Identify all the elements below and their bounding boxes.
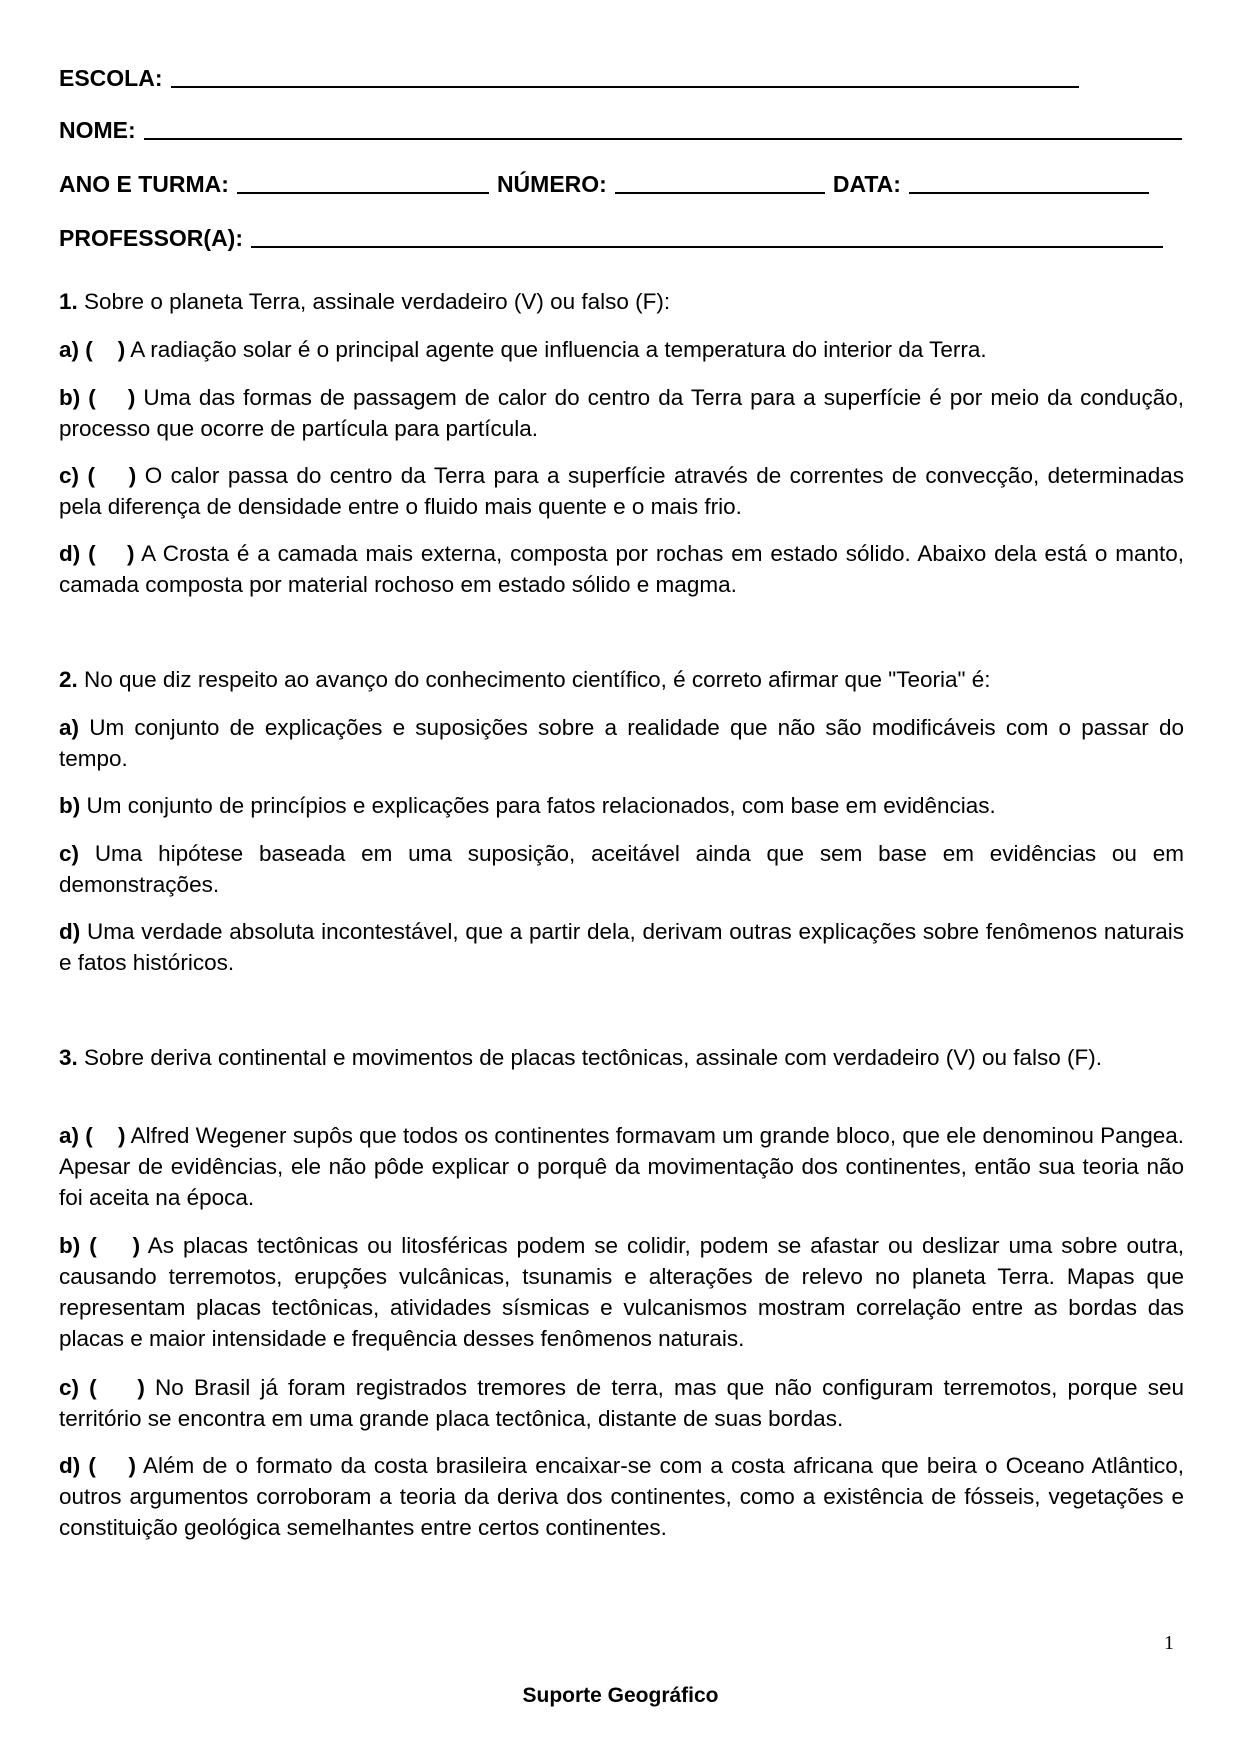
- answer-box-close: ): [117, 337, 126, 362]
- ano-turma-blank[interactable]: [237, 170, 489, 194]
- item-text: A Crosta é a camada mais externa, composta por rochas em estado sólido. Abaixo dela está o manto, camada composta por material rochoso em estado sólido e magma.: [59, 541, 1185, 597]
- question-3-item-d: [59, 1450, 1184, 1543]
- question-text: Sobre deriva continental e movimentos de placas tectônicas, assinale com verdadeiro (V) ou falso (F).: [84, 1045, 1103, 1070]
- item-text: O calor passa do centro da Terra para a superfície através de correntes de convecção, determinadas pela diferença de densidade entre o fluido mais quente e o mais frio.: [59, 463, 1184, 519]
- item-text: No Brasil já foram registrados tremores de terra, mas que não configuram terremotos, porque seu território se encontra em uma grande placa tectônica, distante de suas bordas.: [59, 1375, 1184, 1431]
- item-text: Uma das formas de passagem de calor do centro da Terra para a superfície é por meio da condução, processo que ocorre de partícula para partícula.: [59, 385, 1184, 441]
- answer-box-close: ): [127, 541, 135, 566]
- option-text: Um conjunto de explicações e suposições sobre a realidade que não são modificáveis com o passar do tempo.: [59, 715, 1184, 771]
- professor-blank[interactable]: [251, 224, 1163, 248]
- question-2-prompt: [59, 664, 1184, 695]
- option-letter: a): [59, 715, 80, 740]
- answer-box-open[interactable]: a) (: [59, 1123, 93, 1148]
- option-letter: d): [59, 919, 81, 944]
- answer-box-open[interactable]: d) (: [59, 1453, 96, 1478]
- answer-box-close: ): [127, 385, 136, 410]
- question-number: 1.: [59, 289, 78, 314]
- question-3-item-c: [59, 1372, 1184, 1434]
- question-1-item-a: [59, 334, 1184, 365]
- answer-box-close: ): [118, 1123, 126, 1148]
- question-number: 2.: [59, 667, 78, 692]
- ano-turma-numero-data-line: [59, 158, 1149, 198]
- item-text: Alfred Wegener supôs que todos os continentes formavam um grande bloco, que ele denominou Pangea. Apesar de evidências, ele não pôde explicar o porquê da movimentação dos continentes, então sua teoria não foi aceita na época.: [59, 1123, 1184, 1210]
- nome-blank[interactable]: [144, 116, 1182, 140]
- answer-box-open[interactable]: b) (: [59, 1233, 97, 1258]
- answer-box-close: ): [132, 1233, 141, 1258]
- question-2-option-d[interactable]: [59, 916, 1184, 978]
- professor-line: [59, 212, 1163, 252]
- data-label: DATA:: [832, 171, 901, 197]
- option-text: Uma hipótese baseada em uma suposição, aceitável ainda que sem base em evidências ou em demonstrações.: [59, 841, 1184, 897]
- option-text: Um conjunto de princípios e explicações para fatos relacionados, com base em evidências.: [86, 793, 996, 818]
- answer-box-open[interactable]: c) (: [59, 1375, 97, 1400]
- numero-label: NÚMERO:: [496, 171, 607, 197]
- footer-brand: Suporte Geográfico: [522, 1684, 719, 1707]
- question-1-item-d: [59, 538, 1184, 600]
- option-text: Uma verdade absoluta incontestável, que a partir dela, derivam outras explicações sobre fenômenos naturais e fatos históricos.: [59, 919, 1184, 975]
- question-1-item-c: [59, 460, 1184, 522]
- professor-label: PROFESSOR(A):: [59, 225, 243, 251]
- escola-blank[interactable]: [171, 64, 1079, 88]
- answer-box-open[interactable]: d) (: [59, 541, 96, 566]
- escola-label: ESCOLA:: [59, 65, 163, 91]
- option-letter: b): [59, 793, 81, 818]
- answer-box-close: ): [128, 1453, 137, 1478]
- question-2-option-b[interactable]: [59, 790, 1184, 821]
- page-number: 1: [1164, 1632, 1174, 1654]
- question-2-option-a[interactable]: [59, 712, 1184, 774]
- question-3-item-a: [59, 1120, 1184, 1213]
- question-text: No que diz respeito ao avanço do conhecimento científico, é correto afirmar que "Teoria" é:: [84, 667, 991, 692]
- question-3-item-b: [59, 1230, 1184, 1354]
- option-letter: c): [59, 841, 80, 866]
- answer-box-open[interactable]: c) (: [59, 463, 95, 488]
- question-number: 3.: [59, 1045, 78, 1070]
- data-blank[interactable]: [909, 170, 1149, 194]
- question-1-item-b: [59, 382, 1184, 444]
- item-text: As placas tectônicas ou litosféricas podem se colidir, podem se afastar ou deslizar uma sobre outra, causando terremotos, erupções vulcânicas, tsunamis e alterações de relevo no planeta Terra. Mapas que representam placas tectônicas, atividades sísmicas e vulcanismos mostram correlação entre as bordas das placas e maior intensidade e frequência desses fenômenos naturais.: [59, 1233, 1184, 1351]
- nome-line: [59, 104, 1182, 144]
- nome-label: NOME:: [59, 117, 136, 143]
- ano-turma-label: ANO E TURMA:: [59, 171, 229, 197]
- answer-box-open[interactable]: b) (: [59, 385, 96, 410]
- item-text: A radiação solar é o principal agente que influencia a temperatura do interior da Terra.: [130, 337, 987, 362]
- answer-box-open[interactable]: a) (: [59, 337, 93, 362]
- numero-blank[interactable]: [615, 170, 825, 194]
- question-1-prompt: [59, 286, 1184, 317]
- answer-box-close: ): [128, 463, 137, 488]
- item-text: Além de o formato da costa brasileira encaixar-se com a costa africana que beira o Oceano Atlântico, outros argumentos corroboram a teoria da deriva dos continentes, como a existência de fósseis, vegetações e constituição geológica semelhantes entre certos continentes.: [59, 1453, 1184, 1540]
- question-text: Sobre o planeta Terra, assinale verdadeiro (V) ou falso (F):: [84, 289, 671, 314]
- answer-box-close: ): [137, 1375, 145, 1400]
- question-3-prompt: [59, 1042, 1184, 1073]
- question-2-option-c[interactable]: [59, 838, 1184, 900]
- escola-line: [59, 52, 1079, 92]
